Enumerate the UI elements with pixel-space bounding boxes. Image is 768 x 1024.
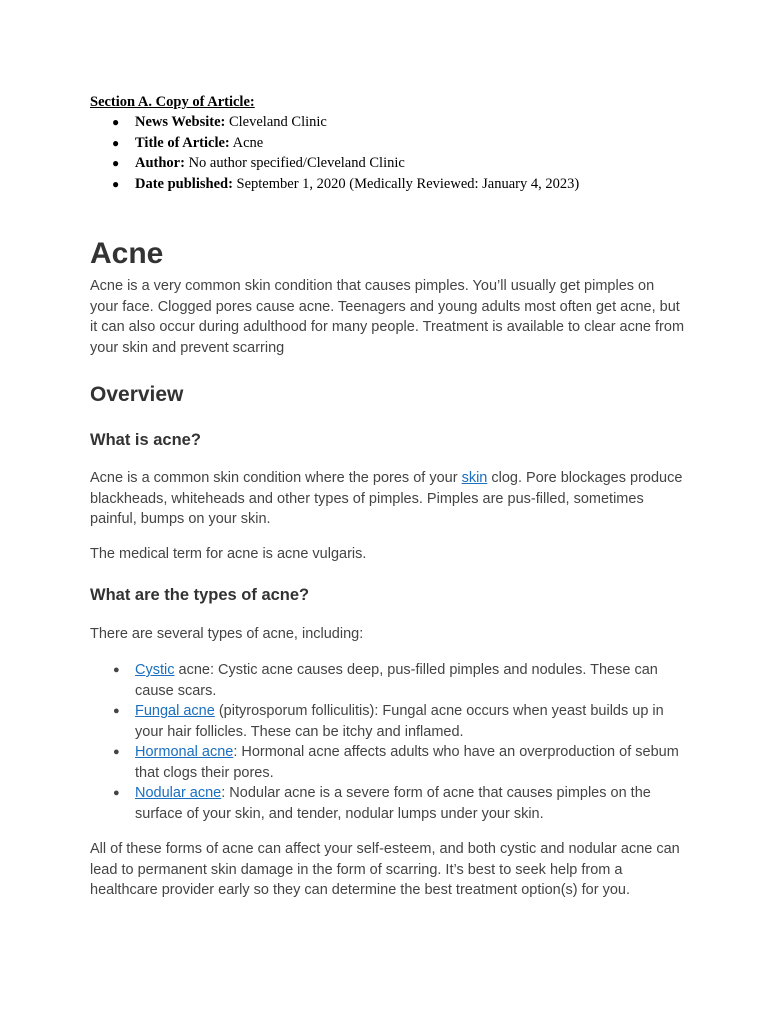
what-is-acne-paragraph <box>90 468 685 530</box>
list-item-fungal <box>90 701 685 742</box>
info-label: Author: <box>135 155 185 172</box>
info-label: Title of Article: <box>135 134 230 151</box>
paragraph-text: clog. Pore blockages produce blackheads, whiteheads and other types of pimples. Pimples are pus-filled, sometimes painful, bumps on your skin. <box>90 470 683 527</box>
medical-term-paragraph: The medical term for acne is acne vulgaris. <box>90 546 367 562</box>
list-item-cystic <box>90 660 685 701</box>
info-label: News Website: <box>135 114 226 130</box>
info-author <box>90 153 710 174</box>
bullet-icon: ● <box>113 746 120 758</box>
list-item-nodular <box>90 783 685 824</box>
article-title: Acne <box>90 237 164 270</box>
overview-heading: Overview <box>90 383 184 406</box>
hormonal-acne-link[interactable]: Hormonal acne <box>135 744 234 760</box>
section-a-title: Section A. Copy of Article: <box>90 94 255 110</box>
info-news-website <box>90 112 710 133</box>
info-value: No author specified/Cleveland Clinic <box>188 155 405 172</box>
info-label: Date published: <box>135 175 233 192</box>
bullet-icon: ● <box>113 664 120 676</box>
bullet-icon: ● <box>112 156 120 171</box>
article-info-list <box>90 112 710 194</box>
types-intro: There are several types of acne, including: <box>90 626 364 642</box>
bullet-icon: ● <box>112 176 120 191</box>
closing-paragraph: All of these forms of acne can affect your self-esteem, and both cystic and nodular acne can lead to permanent skin damage in the form of scarring. It’s best to seek help from a healthcare provider early so they can determine the best treatment option(s) for you. <box>90 841 680 898</box>
info-date-published <box>90 174 710 195</box>
list-item-text: : Nodular acne is a severe form of acne that causes pimples on the surface of your skin, and tender, nodular lumps under your skin. <box>135 785 651 822</box>
article-intro: Acne is a very common skin condition that causes pimples. You’ll usually get pimples on your face. Clogged pores cause acne. Teenagers and young adults most often get acne, but it can also occur during adulthood for many people. Treatment is available to clear acne from your skin and prevent scarring <box>90 278 685 356</box>
list-item-hormonal <box>90 742 685 783</box>
info-value: Acne <box>232 134 264 151</box>
bullet-icon: ● <box>112 135 120 150</box>
bullet-icon: ● <box>113 705 120 717</box>
cystic-link[interactable]: Cystic <box>135 662 175 678</box>
section-a <box>90 93 710 194</box>
bullet-icon: ● <box>113 787 120 799</box>
acne-types-list <box>90 660 685 824</box>
types-of-acne-heading: What are the types of acne? <box>90 586 310 604</box>
list-item-text: acne: Cystic acne causes deep, pus-filled pimples and nodules. These can cause scars. <box>135 662 658 699</box>
paragraph-text: Acne is a common skin condition where the pores of your <box>90 470 462 486</box>
fungal-acne-link[interactable]: Fungal acne <box>135 703 215 719</box>
info-value: September 1, 2020 (Medically Reviewed: January 4, 2023) <box>236 175 580 192</box>
skin-link[interactable]: skin <box>461 470 488 486</box>
list-item-text: (pityrosporum folliculitis): Fungal acne occurs when yeast builds up in your hair follicles. These can be itchy and inflamed. <box>135 703 664 740</box>
bullet-icon: ● <box>112 115 120 129</box>
list-item-text: : Hormonal acne affects adults who have an overproduction of sebum that clogs their pores. <box>135 744 679 781</box>
what-is-acne-heading: What is acne? <box>90 431 201 449</box>
info-title <box>90 133 710 154</box>
nodular-acne-link[interactable]: Nodular acne <box>135 785 222 801</box>
info-value: Cleveland Clinic <box>228 114 327 130</box>
